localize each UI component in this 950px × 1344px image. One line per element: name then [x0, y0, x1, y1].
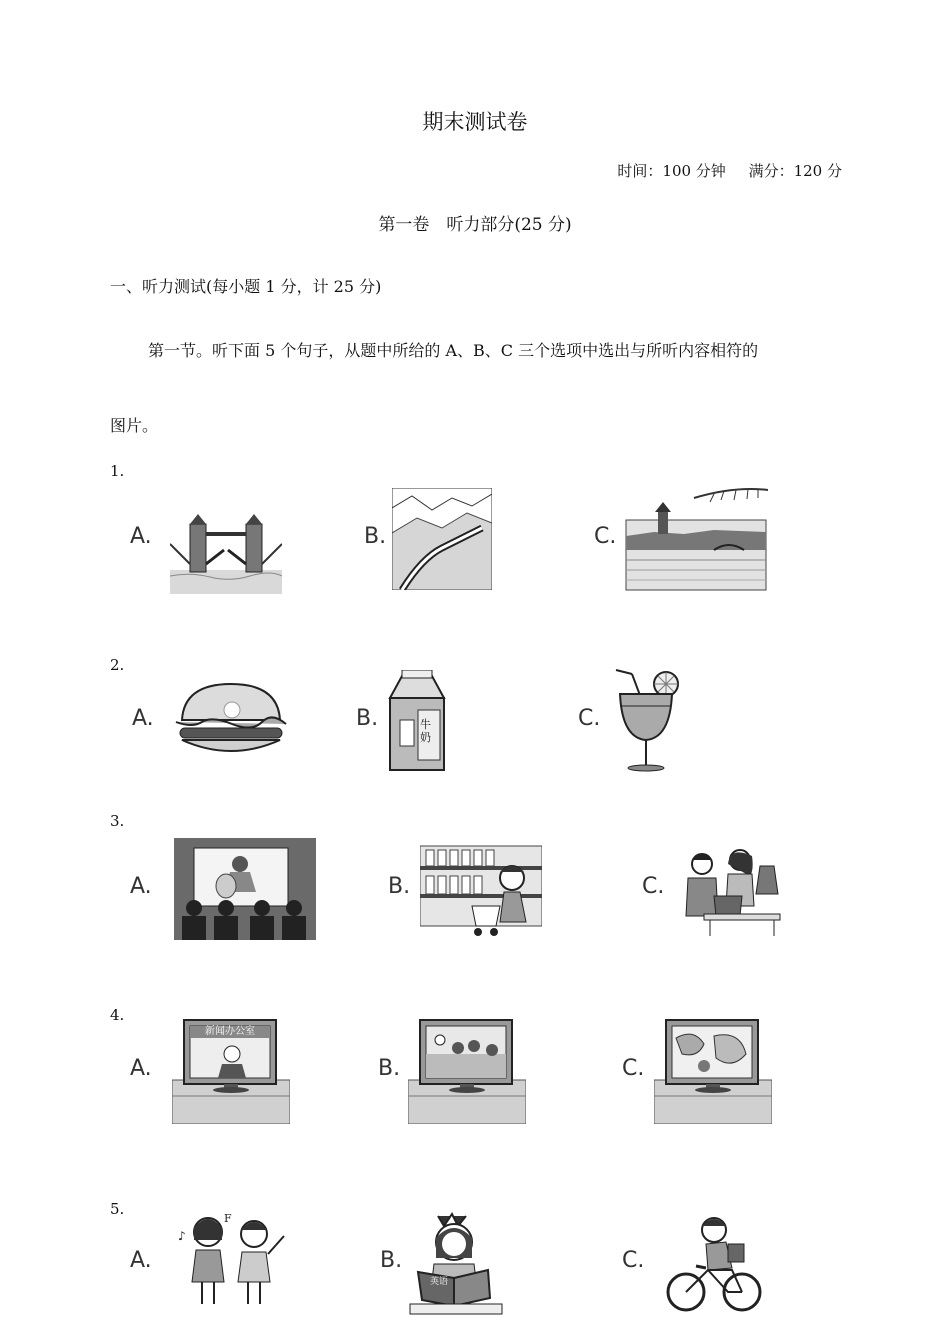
milk-carton-icon — [384, 670, 448, 772]
q4-option-b-label: B. — [378, 1056, 401, 1081]
svg-text:F: F — [224, 1212, 232, 1225]
juice-glass-icon — [614, 668, 686, 772]
cinema-icon — [174, 838, 316, 940]
q1-option-b-label: B. — [364, 524, 387, 549]
milk-label: 牛奶 — [420, 718, 431, 744]
svg-text:♪: ♪ — [178, 1229, 186, 1243]
question-number-3: 3. — [110, 812, 125, 830]
q2-option-a-label: A. — [132, 706, 154, 731]
q1-option-c-label: C. — [594, 524, 617, 549]
q5-option-b-label: B. — [380, 1248, 403, 1273]
book-label: 英语 — [429, 1277, 448, 1287]
cycling-girl-icon — [666, 1212, 762, 1314]
exam-meta — [599, 160, 842, 181]
q1-option-a-label: A. — [130, 524, 152, 549]
singing-girls-icon — [176, 1210, 292, 1310]
q4-option-c-label: C. — [622, 1056, 645, 1081]
question-number-5: 5. — [110, 1200, 125, 1218]
instruction-line-1: 第一节。听下面 5 个句子，从题中所给的 A、B、C 三个选项中选出与所听内容相符的 — [148, 341, 759, 360]
q3-option-a-label: A. — [130, 874, 152, 899]
tower-bridge-icon — [170, 514, 282, 594]
hamburger-icon — [172, 682, 290, 758]
part-title: 第一卷 听力部分(25 分) — [378, 215, 572, 235]
instruction-line-2: 图片。 — [110, 416, 159, 435]
q4-option-a-label: A. — [130, 1056, 152, 1081]
q3-option-c-label: C. — [642, 874, 665, 899]
clothes-shop-icon — [684, 846, 782, 936]
west-lake-pagoda-icon — [624, 486, 768, 592]
time-limit: 时间：100 分钟 — [617, 162, 726, 180]
supermarket-icon — [420, 836, 542, 938]
q5-option-c-label: C. — [622, 1248, 645, 1273]
question-number-2: 2. — [110, 656, 125, 674]
section-title: 一、听力测试(每小题 1 分，计 25 分) — [110, 277, 382, 296]
page-title: 期末测试卷 — [422, 110, 528, 134]
q3-option-b-label: B. — [388, 874, 411, 899]
q2-option-c-label: C. — [578, 706, 601, 731]
q2-option-b-label: B. — [356, 706, 379, 731]
tv-cartoon-icon — [654, 1018, 772, 1124]
question-number-4: 4. — [110, 1006, 125, 1024]
question-number-1: 1. — [110, 462, 125, 480]
reading-girl-icon — [408, 1212, 504, 1316]
tv-football-icon — [408, 1018, 526, 1124]
full-score: 满分：120 分 — [748, 162, 842, 180]
great-wall-icon — [392, 488, 492, 590]
q5-option-a-label: A. — [130, 1248, 152, 1273]
tv-news-banner: 新闻办公室 — [205, 1026, 255, 1037]
